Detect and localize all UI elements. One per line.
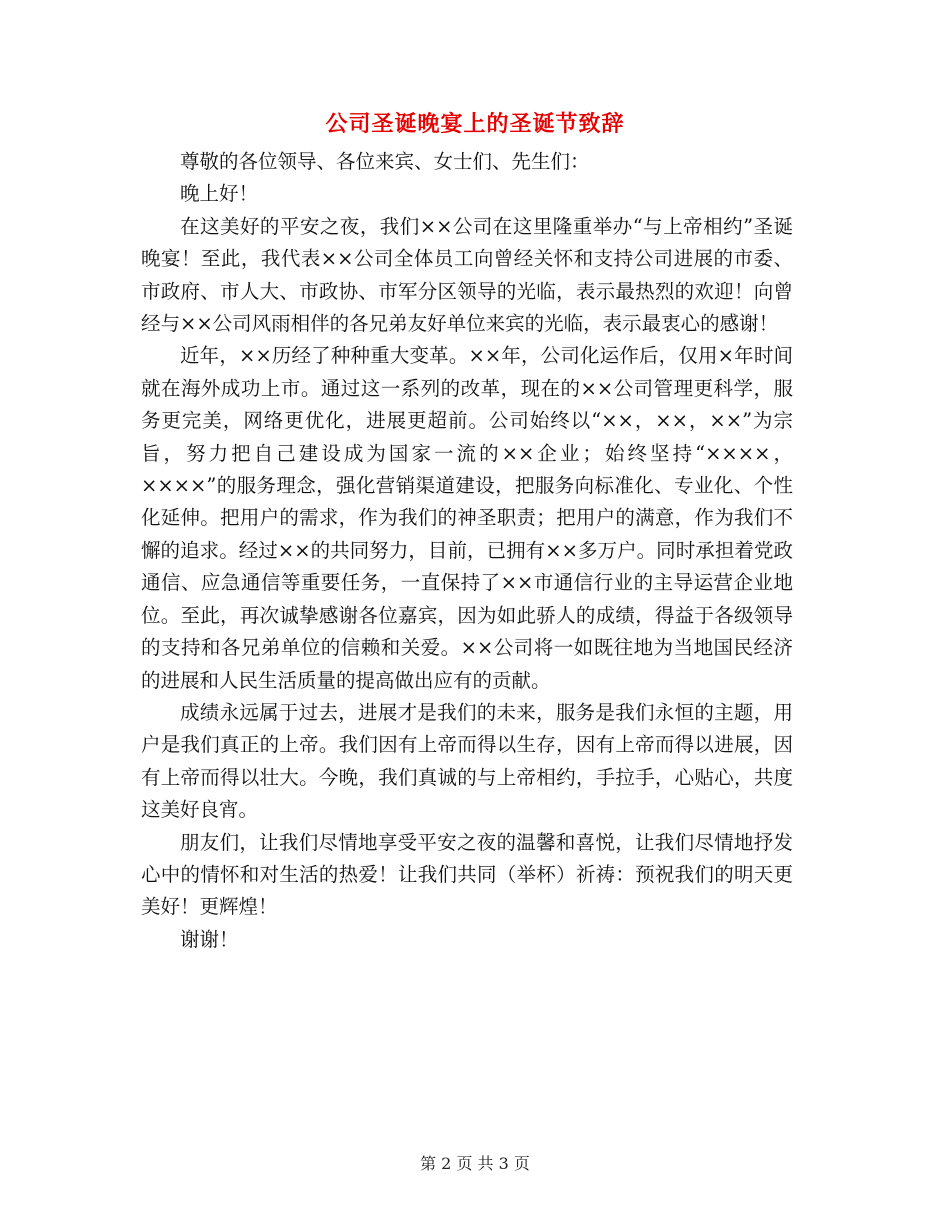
document-title: 公司圣诞晚宴上的圣诞节致辞 [325, 111, 625, 137]
paragraph-company-development: 近年，××历经了种种重大变革。××年，公司化运作后，仅用×年时间就在海外成功上市。通过这一系列的改革，现在的××公司管理更科学，服务更完美，网络更优化，进展更超前。公司始终以“××，××，××”为宗旨，努力把自己建设成为国家一流的××企业；始终坚持“××××，××××”的服务理念，强化营销渠道建设，把服务向标准化、专业化、个性化延伸。把用户的需求，作为我们的神圣职责；把用户的满意，作为我们不懈的追求。经过××的共同努力，目前，已拥有××多万户。同时承担着党政通信、应急通信等重要任务，一直保持了××市通信行业的主导运营企业地位。至此，再次诚挚感谢各位嘉宾，因为如此骄人的成绩，得益于各级领导的支持和各兄弟单位的信赖和关爱。××公司将一如既往地为当地国民经济的进展和人民生活质量的提高做出应有的贡献。 [141, 344, 793, 692]
paragraph-future: 成绩永远属于过去，进展才是我们的未来，服务是我们永恒的主题，用户是我们真正的上帝。我们因有上帝而得以生存，因有上帝而得以进展，因有上帝而得以壮大。今晚，我们真诚的与上帝相约，手拉手，心贴心，共度这美好良宵。 [141, 700, 793, 822]
document-body [141, 146, 793, 956]
paragraph-toast: 朋友们，让我们尽情地享受平安之夜的温馨和喜悦，让我们尽情地抒发心中的情怀和对生活的热爱！让我们共同（举杯）祈祷：预祝我们的明天更美好！更辉煌！ [141, 830, 793, 919]
paragraph-welcome: 在这美好的平安之夜，我们××公司在这里隆重举办“与上帝相约”圣诞晚宴！至此，我代表××公司全体员工向曾经关怀和支持公司进展的市委、市政府、市人大、市政协、市军分区领导的光临，表示最热烈的欢迎！向曾经与××公司风雨相伴的各兄弟友好单位来宾的光临，表示最衷心的感谢！ [141, 214, 793, 336]
greeting: 晚上好！ [180, 182, 259, 206]
salutation: 尊敬的各位领导、各位来宾、女士们、先生们： [180, 150, 590, 173]
page-number-footer: 第 2 页 共 3 页 [420, 1154, 530, 1173]
closing-thanks: 谢谢！ [180, 927, 239, 951]
